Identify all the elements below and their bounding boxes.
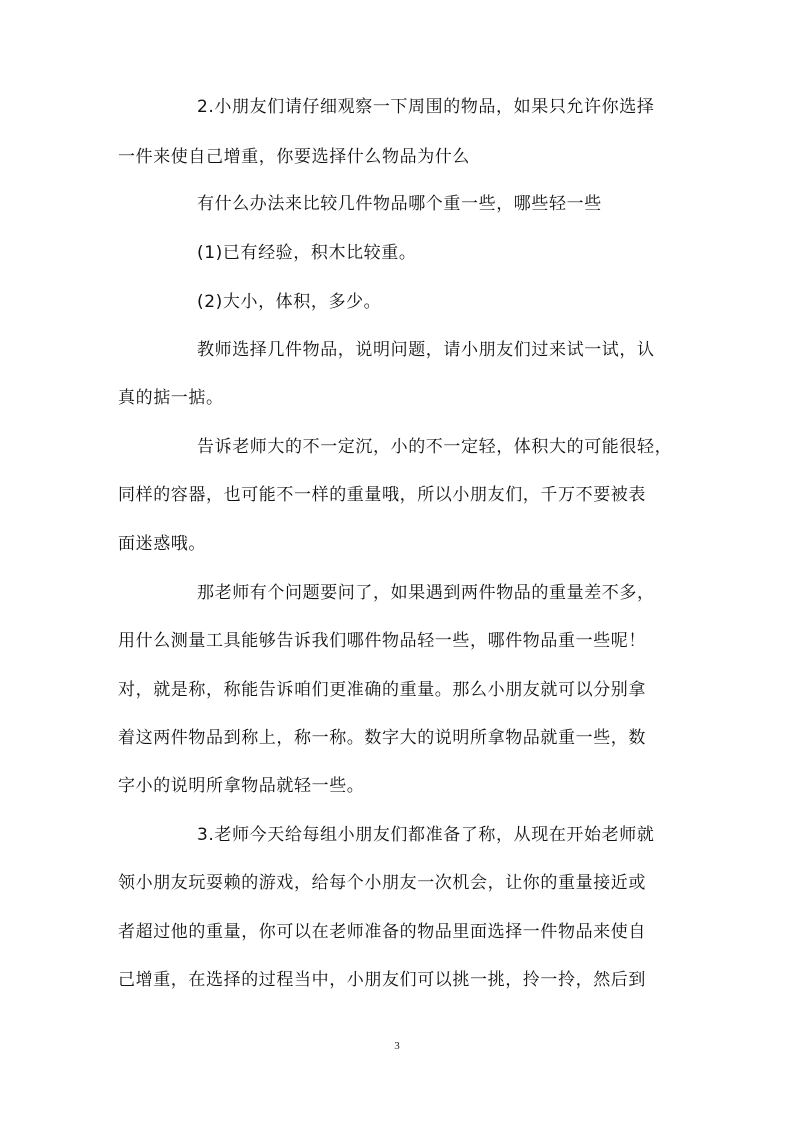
text-line: 告诉老师大的不一定沉，小的不一定轻，体积大的可能很轻， xyxy=(197,437,673,457)
text-line: (1)已有经验，积木比较重。 xyxy=(197,243,417,263)
text-line: (2)大小，体积，多少。 xyxy=(197,292,382,312)
text-line: 同样的容器，也可能不一样的重量哦，所以小朋友们，千万不要被表 xyxy=(118,485,646,505)
text-line: 2.小朋友们请仔细观察一下周围的物品，如果只允许你选择 xyxy=(197,97,655,117)
text-line: 那老师有个问题要问了，如果遇到两件物品的重量差不多， xyxy=(197,583,655,603)
text-line: 己增重，在选择的过程当中，小朋友们可以挑一挑，拎一拎，然后到 xyxy=(118,970,646,990)
text-line: 3.老师今天给每组小朋友们都准备了称，从现在开始老师就 xyxy=(197,825,655,845)
text-line: 有什么办法来比较几件物品哪个重一些，哪些轻一些 xyxy=(197,194,602,214)
text-line: 着这两件物品到称上，称一称。数字大的说明所拿物品就重一些，数 xyxy=(118,728,646,748)
text-line: 真的掂一掂。 xyxy=(118,388,224,408)
text-line: 者超过他的重量，你可以在老师准备的物品里面选择一件物品来使自 xyxy=(118,922,646,942)
text-line: 领小朋友玩耍赖的游戏，给每个小朋友一次机会，让你的重量接近或 xyxy=(118,873,646,893)
text-line: 面迷惑哦。 xyxy=(118,534,206,554)
page-number: 3 xyxy=(394,1040,400,1052)
text-line: 一件来使自己增重，你要选择什么物品为什么 xyxy=(118,147,470,167)
text-line: 字小的说明所拿物品就轻一些。 xyxy=(118,776,365,796)
text-line: 教师选择几件物品，说明问题，请小朋友们过来试一试，认 xyxy=(197,340,655,360)
text-line: 对，就是称，称能告诉咱们更准确的重量。那么小朋友就可以分别拿 xyxy=(118,680,646,700)
text-line: 用什么测量工具能够告诉我们哪件物品轻一些，哪件物品重一些呢！ xyxy=(118,631,646,651)
